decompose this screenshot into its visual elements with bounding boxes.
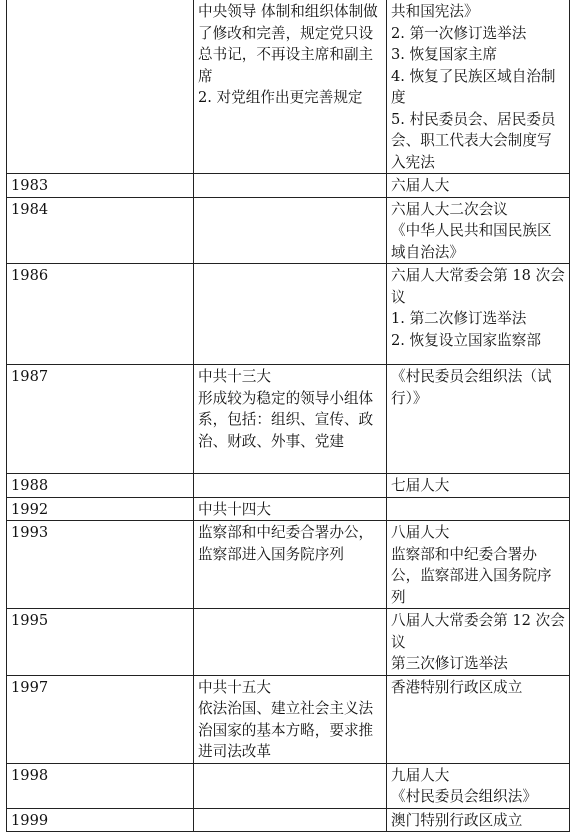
npc-line: 八届人大常委会第 12 次会议 (391, 612, 565, 651)
party-line: 中共十五大 (198, 678, 271, 696)
party-cell (194, 521, 387, 609)
npc-cell (387, 174, 570, 198)
year-cell: 1988 (7, 474, 194, 498)
party-cell (194, 474, 387, 498)
npc-line: 4. 恢复了民族区域自治制度 (391, 67, 556, 106)
year-cell: 1998 (7, 763, 194, 808)
party-cell (194, 609, 387, 676)
year-cell: 1984 (7, 197, 194, 264)
npc-line: 八届人大 (391, 524, 450, 541)
table-row (7, 521, 570, 609)
party-line: 监察部和中纪委合署办公，监察部进入国务院序列 (198, 524, 374, 563)
npc-line: 香港特别行政区成立 (391, 678, 523, 696)
table-row (7, 264, 570, 365)
year-cell: 1987 (7, 365, 194, 474)
party-cell (194, 0, 387, 174)
party-cell (194, 264, 387, 365)
npc-cell (387, 474, 570, 498)
party-cell (194, 808, 387, 832)
npc-cell (387, 197, 570, 264)
party-line: 中央领导 体制和组织体制做了修改和完善，规定党只设总书记，不再设主席和副主席 (198, 3, 378, 85)
party-line: 形成较为稳定的领导小组体系，包括：组织、宣传、政治、财政、外事、党建 (198, 389, 374, 450)
party-line: 依法治国、建立社会主义法治国家的基本方略，要求推进司法改革 (198, 700, 374, 760)
party-cell (194, 763, 387, 808)
npc-line: 第三次修订选举法 (391, 655, 508, 672)
npc-line: 九届人大 (391, 766, 450, 784)
party-cell (194, 497, 387, 521)
year-cell: 1995 (7, 609, 194, 676)
table-row (7, 808, 570, 832)
npc-line: 3. 恢复国家主席 (391, 46, 498, 63)
npc-cell (387, 763, 570, 808)
npc-line: 七届人大 (391, 477, 450, 494)
party-line: 中共十三大 (198, 368, 271, 385)
npc-cell (387, 497, 570, 521)
npc-line: 《村民委员会组织法》 (391, 788, 537, 805)
npc-line: 2. 恢复设立国家监察部 (391, 331, 541, 349)
year-cell: 1983 (7, 174, 194, 198)
npc-line: 2. 第一次修订选举法 (391, 24, 527, 42)
year-cell: 1992 (7, 497, 194, 521)
npc-cell (387, 0, 570, 174)
table-row (7, 763, 570, 808)
table-row (7, 497, 570, 521)
party-cell (194, 174, 387, 198)
npc-cell (387, 365, 570, 474)
table-row (7, 0, 570, 174)
party-cell (194, 675, 387, 763)
npc-line: 六届人大二次会议 (391, 200, 508, 218)
party-cell (194, 365, 387, 474)
npc-cell (387, 808, 570, 832)
year-cell: 1993 (7, 521, 194, 609)
history-table-body (7, 0, 570, 832)
history-table (6, 0, 570, 832)
npc-cell (387, 264, 570, 365)
year-cell: 1999 (7, 808, 194, 832)
npc-line: 六届人大常委会第 18 次会议 (391, 267, 565, 306)
npc-line: 《中华人民共和国民族区域自治法》 (391, 222, 552, 261)
table-row (7, 174, 570, 198)
npc-cell (387, 609, 570, 676)
party-line: 2. 对党组作出更完善规定 (198, 89, 363, 106)
table-row (7, 197, 570, 264)
npc-line: 澳门特别行政区成立 (391, 811, 523, 829)
year-cell (7, 0, 194, 174)
table-row (7, 474, 570, 498)
npc-line: 六届人大 (391, 177, 450, 194)
year-cell: 1986 (7, 264, 194, 365)
npc-line: 《村民委员会组织法（试行）》 (391, 368, 552, 407)
year-cell: 1997 (7, 675, 194, 763)
npc-cell (387, 521, 570, 609)
table-row (7, 609, 570, 676)
npc-line: 1. 第二次修订选举法 (391, 310, 527, 327)
party-cell (194, 197, 387, 264)
table-row (7, 365, 570, 474)
npc-line: 监察部和中纪委合署办公，监察部进入国务院序列 (391, 545, 552, 606)
npc-cell (387, 675, 570, 763)
npc-line: 5. 村民委员会、居民委员会、职工代表大会制度写入宪法 (391, 110, 556, 171)
table-row (7, 675, 570, 763)
npc-line: 共和国宪法》 (391, 3, 479, 20)
party-line: 中共十四大 (198, 500, 271, 518)
